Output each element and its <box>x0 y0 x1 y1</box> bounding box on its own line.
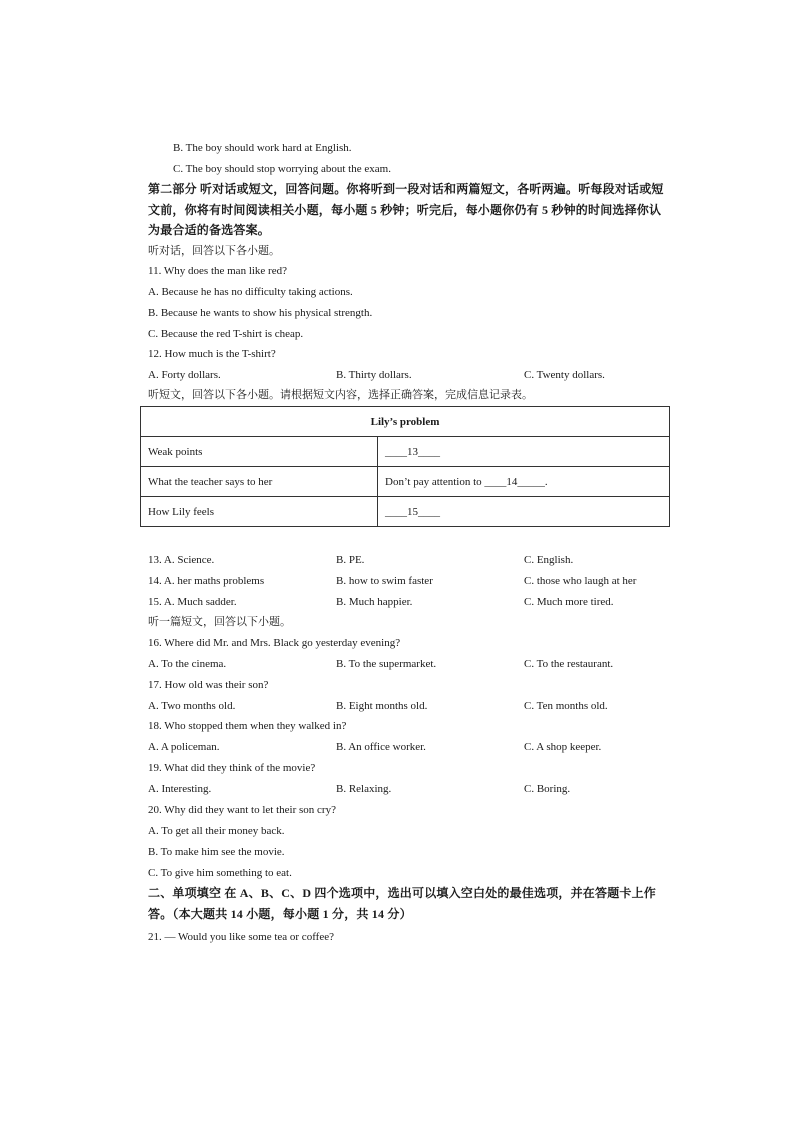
q11-option-a: A. Because he has no difficulty taking actions. <box>148 286 353 298</box>
q15-option-b: B. Much happier. <box>336 596 413 608</box>
table-row <box>141 437 670 467</box>
q20-option-c: C. To give him something to eat. <box>148 867 292 879</box>
q12-option-b: B. Thirty dollars. <box>336 369 412 381</box>
q12-option-c: C. Twenty dollars. <box>524 369 605 381</box>
passage2-intro: 听一篇短文，回答以下小题。 <box>148 616 291 628</box>
table-row <box>141 467 670 497</box>
q18-question: 18. Who stopped them when they walked in? <box>148 720 347 732</box>
table-row <box>141 497 670 527</box>
q18-option-a: A. A policeman. <box>148 741 220 753</box>
q19-option-c: C. Boring. <box>524 783 571 795</box>
q11-question: 11. Why does the man like red? <box>148 265 287 277</box>
table-value: ____15____ <box>378 497 670 527</box>
q13-option-b: B. PE. <box>336 554 365 566</box>
q12-question: 12. How much is the T-shirt? <box>148 348 276 360</box>
passage1-intro: 听短文，回答以下各小题。请根据短文内容，选择正确答案，完成信息记录表。 <box>148 389 533 401</box>
table-label: What the teacher says to her <box>141 467 378 497</box>
q19-question: 19. What did they think of the movie? <box>148 762 316 774</box>
q18-option-b: B. An office worker. <box>336 741 426 753</box>
q13-option-a: 13. A. Science. <box>148 554 215 566</box>
q21-question: 21. — Would you like some tea or coffee? <box>148 931 334 943</box>
q16-question: 16. Where did Mr. and Mrs. Black go yesterday evening? <box>148 637 401 649</box>
q17-question: 17. How old was their son? <box>148 679 269 691</box>
q16-option-b: B. To the supermarket. <box>336 658 437 670</box>
q20-option-b: B. To make him see the movie. <box>148 846 285 858</box>
q11-option-c: C. Because the red T-shirt is cheap. <box>148 328 304 340</box>
q15-option-c: C. Much more tired. <box>524 596 614 608</box>
q16-option-a: A. To the cinema. <box>148 658 227 670</box>
q14-option-a: 14. A. her maths problems <box>148 575 265 587</box>
q19-option-a: A. Interesting. <box>148 783 212 795</box>
section2-heading-line2: 答。（本大题共 14 小题，每小题 1 分，共 14 分） <box>148 907 412 921</box>
table-value: ____13____ <box>378 437 670 467</box>
q11-option-b: B. Because he wants to show his physical strength. <box>148 307 373 319</box>
dialog-intro: 听对话，回答以下各小题。 <box>148 245 280 257</box>
section2-heading-line1: 二、单项填空 在 A、B、C、D 四个选项中，选出可以填入空白处的最佳选项，并在答题卡上作 <box>148 886 657 900</box>
q17-option-a: A. Two months old. <box>148 700 236 712</box>
table-title: Lily’s problem <box>141 407 670 437</box>
q14-option-b: B. how to swim faster <box>336 575 433 587</box>
lily-problem-table <box>140 406 670 527</box>
table-label: How Lily feels <box>141 497 378 527</box>
q13-option-c: C. English. <box>524 554 574 566</box>
q14-option-c: C. those who laugh at her <box>524 575 637 587</box>
table-label: Weak points <box>141 437 378 467</box>
q17-option-b: B. Eight months old. <box>336 700 428 712</box>
q15-option-a: 15. A. Much sadder. <box>148 596 237 608</box>
q20-option-a: A. To get all their money back. <box>148 825 285 837</box>
q12-option-a: A. Forty dollars. <box>148 369 221 381</box>
table-value: Don’t pay attention to ____14_____. <box>378 467 670 497</box>
option-c: C. The boy should stop worrying about the exam. <box>173 163 391 175</box>
q19-option-b: B. Relaxing. <box>336 783 392 795</box>
part2-heading-line2: 文前，你将有时间阅读相关小题，每小题 5 秒钟；听完后，每小题你仍有 5 秒钟的时间选择你认 <box>148 203 662 217</box>
part2-heading-line1: 第二部分 听对话或短文，回答问题。你将听到一段对话和两篇短文，各听两遍。听每段对话或短 <box>148 182 664 196</box>
q16-option-c: C. To the restaurant. <box>524 658 614 670</box>
option-b: B. The boy should work hard at English. <box>173 142 352 154</box>
q18-option-c: C. A shop keeper. <box>524 741 602 753</box>
q20-question: 20. Why did they want to let their son cry? <box>148 804 336 816</box>
part2-heading-line3: 为最合适的备选答案。 <box>148 223 271 237</box>
q17-option-c: C. Ten months old. <box>524 700 608 712</box>
